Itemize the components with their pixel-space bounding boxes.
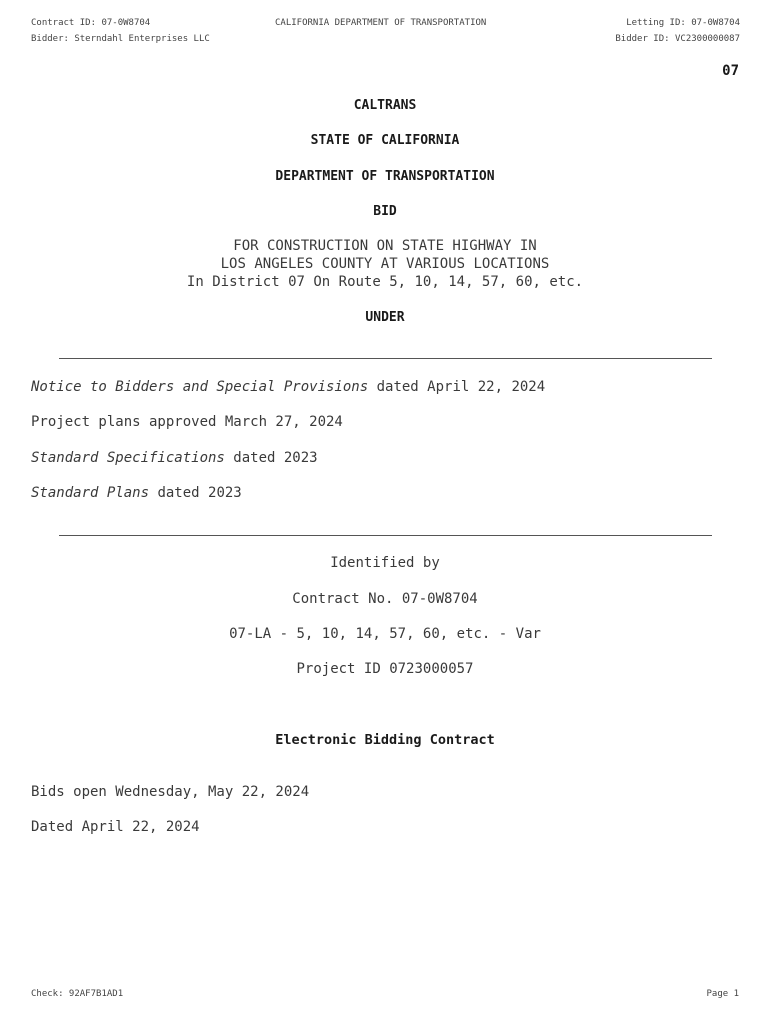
agency-name: CALIFORNIA DEPARTMENT OF TRANSPORTATION xyxy=(275,18,487,28)
divider-bottom xyxy=(59,535,712,536)
page-number: Page 1 xyxy=(706,989,739,999)
std-plans-date: dated 2023 xyxy=(149,485,242,501)
std-plans-line xyxy=(31,485,242,501)
specs-title: Standard Specifications xyxy=(31,450,225,466)
contract-id: Contract ID: 07-0W8704 xyxy=(31,18,151,28)
specs-date: dated 2023 xyxy=(224,450,318,466)
notice-date: dated April 22, 2024 xyxy=(368,379,546,395)
location-line-1: FOR CONSTRUCTION ON STATE HIGHWAY IN xyxy=(233,238,537,254)
contract-number: Contract No. 07-0W8704 xyxy=(292,591,478,607)
bidder-id: Bidder ID: VC2300000087 xyxy=(615,34,740,44)
dated-line: Dated April 22, 2024 xyxy=(31,819,200,835)
project-id: Project ID 0723000057 xyxy=(296,661,474,677)
under-heading: UNDER xyxy=(365,310,405,325)
title-bid: BID xyxy=(373,204,397,219)
plans-line: Project plans approved March 27, 2024 xyxy=(31,414,343,430)
identified-by: Identified by xyxy=(330,555,440,571)
specs-line xyxy=(31,450,318,466)
title-department: DEPARTMENT OF TRANSPORTATION xyxy=(275,169,495,184)
district-code: 07 xyxy=(722,63,739,79)
divider-top xyxy=(59,358,712,359)
title-caltrans: CALTRANS xyxy=(353,98,417,113)
notice-line xyxy=(31,379,545,395)
bids-open: Bids open Wednesday, May 22, 2024 xyxy=(31,784,310,800)
location-line-3: In District 07 On Route 5, 10, 14, 57, 60, etc. xyxy=(186,274,584,290)
letting-id: Letting ID: 07-0W8704 xyxy=(626,18,740,28)
title-state: STATE OF CALIFORNIA xyxy=(310,133,460,148)
std-plans-title: Standard Plans xyxy=(31,485,150,501)
check-code: Check: 92AF7B1AD1 xyxy=(31,989,124,999)
contract-type: Electronic Bidding Contract xyxy=(275,732,495,748)
route-list: 07-LA - 5, 10, 14, 57, 60, etc. - Var xyxy=(229,626,541,642)
location-line-2: LOS ANGELES COUNTY AT VARIOUS LOCATIONS xyxy=(220,256,550,272)
notice-title: Notice to Bidders and Special Provisions xyxy=(31,379,369,395)
bidder-name: Bidder: Sterndahl Enterprises LLC xyxy=(31,34,210,44)
